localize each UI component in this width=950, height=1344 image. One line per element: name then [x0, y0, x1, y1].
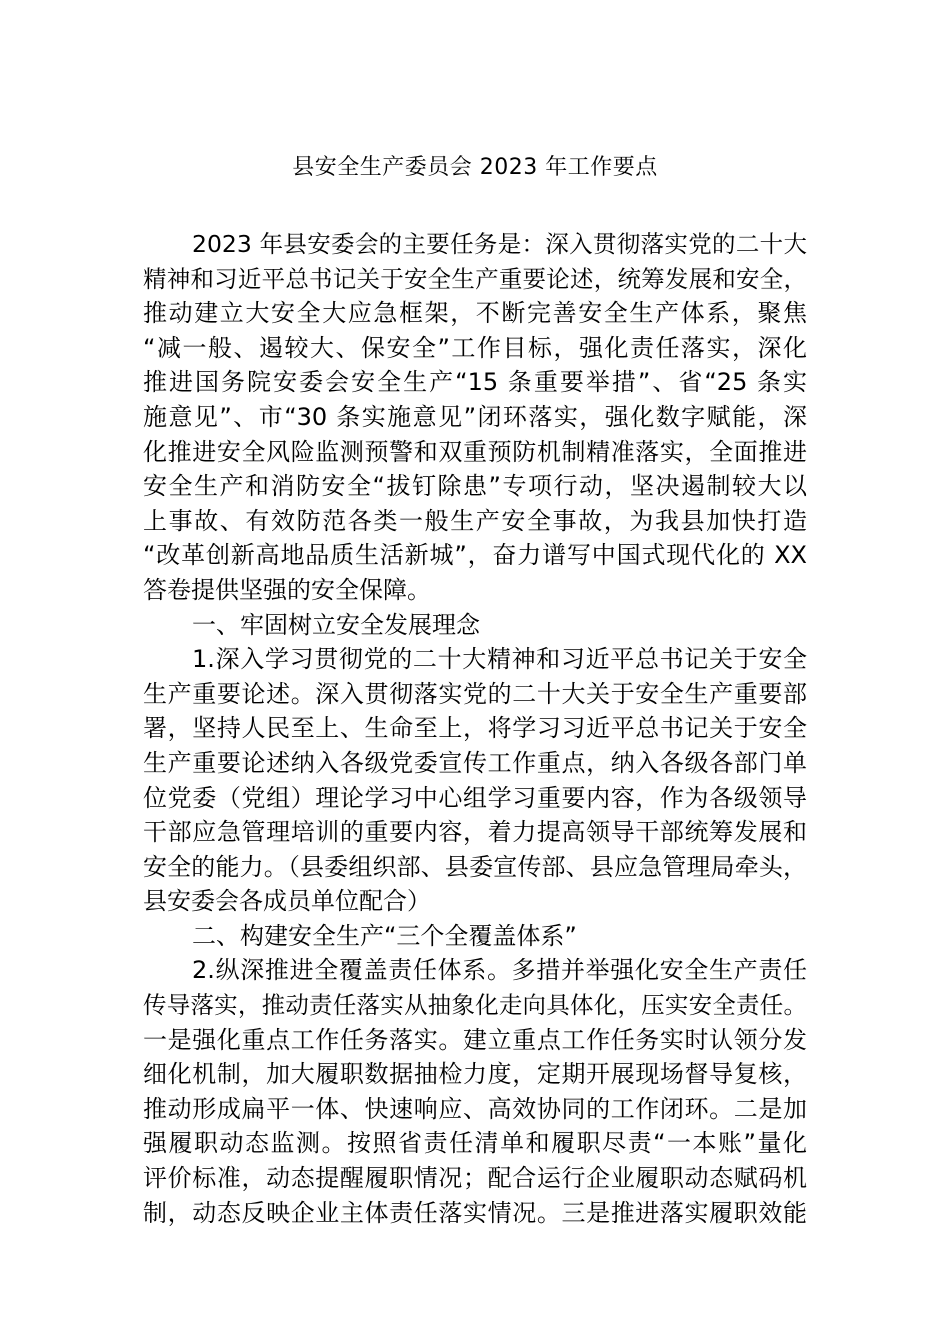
text-line: 位党委（党组）理论学习中心组学习重要内容，作为各级领导 [143, 783, 807, 812]
text-line: 干部应急管理培训的重要内容，着力提高领导干部统筹发展和 [143, 818, 807, 847]
text-line: 安全的能力。（县委组织部、县委宣传部、县应急管理局牵头， [143, 852, 807, 881]
text-line: 评价标准，动态提醒履职情况；配合运行企业履职动态赋码机 [143, 1164, 807, 1193]
text-line: 推动建立大安全大应急框架，不断完善安全生产体系，聚焦 [143, 299, 807, 328]
text-line: 化推进安全风险监测预警和双重预防机制精准落实，全面推进 [143, 437, 807, 466]
text-line: “改革创新高地品质生活新城”，奋力谱写中国式现代化的 XX [143, 541, 807, 570]
text-line: 一、牢固树立安全发展理念 [192, 610, 480, 639]
text-line: 二、构建安全生产“三个全覆盖体系” [192, 921, 577, 950]
text-line: 传导落实，推动责任落实从抽象化走向具体化，压实安全责任。 [143, 991, 807, 1020]
document-title: 县安全生产委员会 2023 年工作要点 [292, 155, 658, 180]
document-body [143, 227, 807, 1230]
text-line: 推动形成扁平一体、快速响应、高效协同的工作闭环。二是加 [143, 1094, 807, 1123]
text-line: 2.纵深推进全覆盖责任体系。多措并举强化安全生产责任 [192, 956, 807, 985]
text-line: 署，坚持人民至上、生命至上，将学习习近平总书记关于安全 [143, 714, 807, 743]
text-line: 精神和习近平总书记关于安全生产重要论述，统筹发展和安全， [143, 264, 807, 293]
text-line: 县安委会各成员单位配合） [143, 887, 431, 916]
text-line: 一是强化重点工作任务落实。建立重点工作任务实时认领分发 [143, 1025, 807, 1054]
text-line: “减一般、遏较大、保安全”工作目标，强化责任落实，深化 [143, 333, 807, 362]
text-line: 答卷提供坚强的安全保障。 [143, 575, 431, 604]
text-line: 1.深入学习贯彻党的二十大精神和习近平总书记关于安全 [192, 645, 807, 674]
text-line: 制，动态反映企业主体责任落实情况。三是推进落实履职效能 [143, 1198, 807, 1227]
text-line: 推进国务院安委会安全生产“15 条重要举措”、省“25 条实 [143, 368, 807, 397]
text-line: 2023 年县安委会的主要任务是：深入贯彻落实党的二十大 [192, 230, 807, 258]
text-line: 施意见”、市“30 条实施意见”闭环落实，强化数字赋能，深 [143, 402, 807, 431]
text-line: 强履职动态监测。按照省责任清单和履职尽责“一本账”量化 [143, 1129, 807, 1158]
text-line: 上事故、有效防范各类一般生产安全事故，为我县加快打造 [143, 506, 807, 535]
text-line: 安全生产和消防安全“拔钉除患”专项行动，坚决遏制较大以 [143, 472, 807, 501]
text-line: 生产重要论述纳入各级党委宣传工作重点，纳入各级各部门单 [143, 748, 807, 777]
text-line: 生产重要论述。深入贯彻落实党的二十大关于安全生产重要部 [143, 679, 807, 708]
text-line: 细化机制，加大履职数据抽检力度，定期开展现场督导复核， [143, 1060, 807, 1089]
